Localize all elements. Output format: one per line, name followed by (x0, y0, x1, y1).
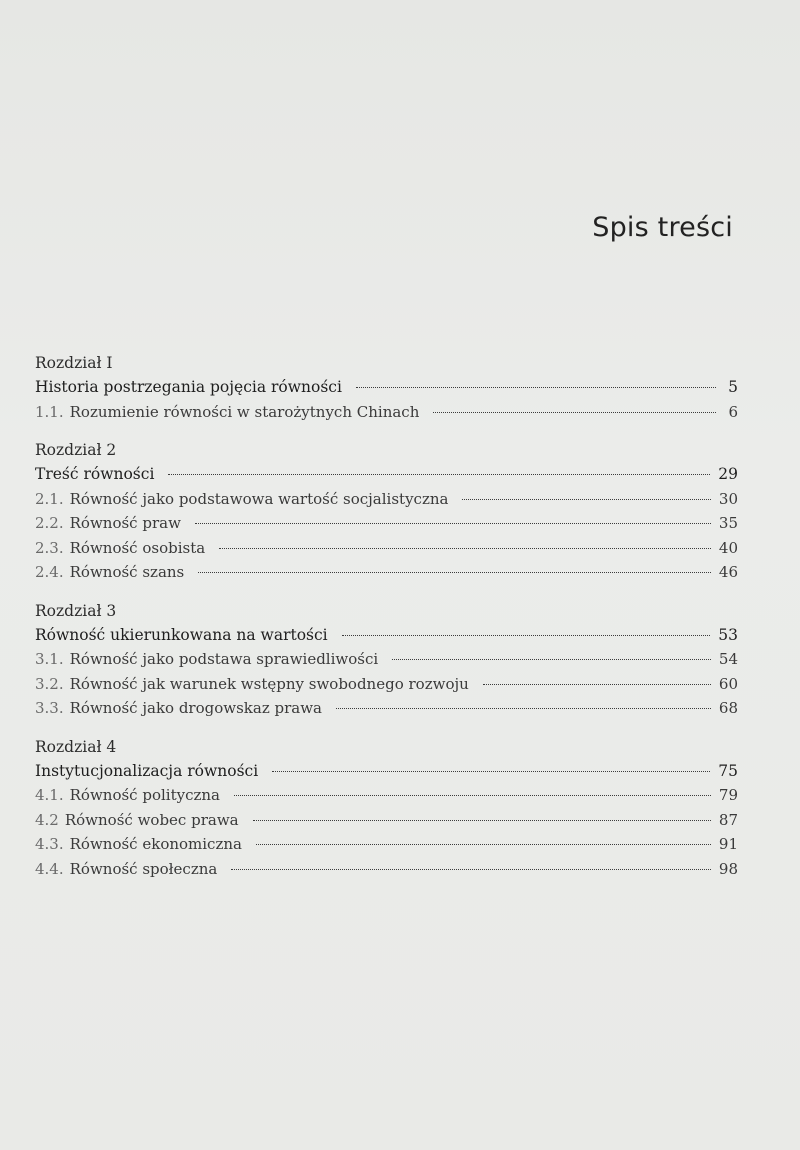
toc-entry-title: Równość ekonomiczna (69, 835, 242, 853)
toc-page-number: 35 (718, 514, 738, 532)
toc-entry-2-2[interactable] (35, 511, 738, 536)
toc-page-number: 6 (728, 402, 738, 421)
toc-entry-2-1[interactable] (35, 487, 738, 512)
section-number: 4.2 (35, 810, 59, 829)
toc-entry-title: Treść równości (35, 465, 155, 483)
toc-page-number: 91 (718, 835, 738, 853)
toc-entry-4-4[interactable] (35, 857, 738, 882)
section-number: 2.3. (35, 538, 64, 557)
toc-entry-title: Równość społeczna (69, 859, 218, 878)
toc-entry-4-1[interactable] (35, 783, 738, 808)
dot-leader (483, 684, 711, 685)
chapter-1 (35, 351, 738, 424)
toc-entry-title: Równość ukierunkowana na wartości (35, 625, 328, 644)
toc-entry-2-3[interactable] (35, 536, 738, 561)
section-number: 4.4. (35, 859, 64, 878)
section-number: 2.2. (35, 514, 64, 532)
section-number: 4.3. (35, 835, 64, 853)
page-title: Spis treści (592, 212, 733, 243)
toc-entry-title: Równość polityczna (69, 786, 220, 804)
toc-entry-chapter-3[interactable] (35, 623, 738, 648)
chapter-2 (35, 438, 738, 585)
chapter-3 (35, 599, 738, 721)
toc-page-number: 29 (718, 465, 738, 483)
toc-page-number: 30 (718, 489, 738, 508)
dot-leader (342, 635, 711, 636)
dot-leader (256, 844, 711, 845)
chapter-label: Rozdział I (35, 354, 113, 372)
toc-page-number: 98 (718, 859, 738, 878)
chapter-label: Rozdział 3 (35, 601, 117, 620)
dot-leader (272, 771, 710, 772)
chapter-label: Rozdział 4 (35, 737, 117, 756)
dot-leader (336, 708, 711, 709)
toc-entry-title: Równość jako drogowskaz prawa (69, 699, 323, 717)
dot-leader (195, 523, 711, 524)
toc-page-number: 60 (718, 674, 738, 693)
toc-entry-3-3[interactable] (35, 696, 738, 721)
toc-entry-title: Równość praw (69, 514, 181, 532)
toc-page-number: 79 (718, 786, 738, 804)
toc-entry-3-1[interactable] (35, 647, 738, 672)
toc-page-number: 53 (718, 625, 738, 644)
section-number: 1.1. (35, 402, 64, 421)
toc-entry-chapter-1[interactable] (35, 375, 738, 400)
toc-entry-title: Równość jako podstawowa wartość socjalistyczna (69, 489, 449, 508)
dot-leader (356, 387, 716, 388)
toc-entry-chapter-2[interactable] (35, 462, 738, 487)
toc-page-number: 68 (718, 699, 738, 717)
toc-entry-title: Historia postrzegania pojęcia równości (35, 378, 342, 396)
toc-page-number: 5 (728, 378, 738, 396)
toc-entry-4-3[interactable] (35, 832, 738, 857)
toc-page-number: 54 (718, 650, 738, 668)
dot-leader (198, 572, 711, 573)
section-number: 2.4. (35, 563, 64, 581)
toc-entry-title: Równość osobista (69, 538, 206, 557)
dot-leader (231, 869, 711, 870)
toc-entry-title: Równość wobec prawa (64, 810, 239, 829)
dot-leader (234, 795, 711, 796)
toc-entry-4-2[interactable] (35, 808, 738, 833)
chapter-4 (35, 735, 738, 882)
table-of-contents (35, 351, 738, 895)
toc-entry-title: Równość szans (69, 563, 185, 581)
toc-entry-title: Rozumienie równości w starożytnych Chinach (69, 402, 420, 421)
dot-leader (168, 474, 710, 475)
section-number: 3.2. (35, 674, 64, 693)
section-number: 4.1. (35, 786, 64, 804)
toc-entry-1-1[interactable] (35, 400, 738, 425)
toc-entry-chapter-4[interactable] (35, 759, 738, 784)
section-number: 3.3. (35, 699, 64, 717)
toc-page-number: 87 (718, 810, 738, 829)
toc-entry-title: Instytucjonalizacja równości (35, 761, 259, 780)
toc-entry-2-4[interactable] (35, 560, 738, 585)
toc-entry-title: Równość jak warunek wstępny swobodnego rozwoju (69, 674, 469, 693)
dot-leader (253, 820, 711, 821)
dot-leader (392, 659, 711, 660)
section-number: 2.1. (35, 489, 64, 508)
toc-entry-title: Równość jako podstawa sprawiedliwości (69, 650, 379, 668)
dot-leader (462, 499, 710, 500)
toc-page-number: 40 (718, 538, 738, 557)
section-number: 3.1. (35, 650, 64, 668)
toc-page-number: 46 (718, 563, 738, 581)
chapter-label: Rozdział 2 (35, 441, 117, 459)
toc-page-number: 75 (718, 761, 738, 780)
toc-entry-3-2[interactable] (35, 672, 738, 697)
dot-leader (433, 412, 716, 413)
dot-leader (219, 548, 711, 549)
